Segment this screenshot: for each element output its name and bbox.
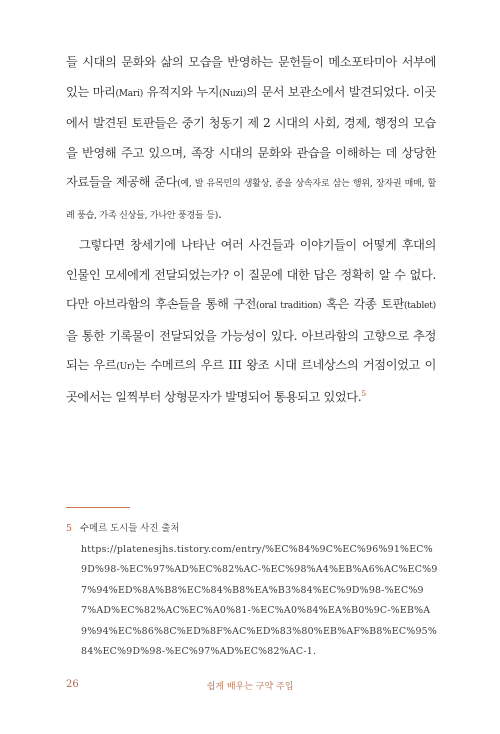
text-run: 을 통한 기록물이 전달되었을 가능성이 있다. 아브라함의 고향으로 추정되는 우르	[66, 328, 436, 372]
parenthetical: (Mari)	[115, 88, 144, 99]
text-run: 는 수메르의 우르 III 왕조 시대 르네상스의 거점이었고 이곳에서는 일찍부터 상형문자가 발명되어 통용되고 있었다.	[66, 358, 436, 404]
footnote-divider	[66, 507, 130, 508]
paragraph	[66, 48, 436, 231]
text-run: .	[218, 206, 222, 221]
footnote-label-line	[66, 519, 438, 540]
paragraph	[66, 231, 436, 412]
footnote-number: 5	[66, 523, 72, 534]
page-number: 26	[66, 679, 79, 690]
text-run: 의 문서 보관소에서 발견되었다. 이곳에서 발견된 토판들은 중기 청동기 제 2 시대의 사회, 경제, 행정의 모습을 반영해 주고 있으며, 족장 시대의 문화와 관습을 이해하는 데 상당한 자료들을 제공해 준다	[66, 84, 436, 189]
text-run: 혹은 각종 토판	[321, 297, 404, 311]
footnote-label: 수메르 도시들 사진 출처	[79, 523, 180, 534]
text-run: 유적지와 누지	[143, 84, 220, 99]
parenthetical: (tablet)	[404, 301, 436, 311]
parenthetical: (예, 발 유목민의 생활상, 종을 상속자로 삼는 행위, 장자권 매매, 할례 풍습, 가족 신상들, 가나안 풍경들 등)	[66, 179, 436, 221]
body-text	[66, 48, 436, 412]
parenthetical: (Nuzi)	[219, 88, 247, 99]
parenthetical: (oral tradition)	[256, 301, 322, 311]
text-run: 들 시대의 문화와 삶의 모습을 반영하는 문헌들이 메소포타미아 서부에 있는 마리	[66, 55, 436, 99]
footnote-url[interactable]: https://platenesjhs.tistory.com/entry/%EC%84%9C%EC%96%91%EC%9D%98-%EC%97%AD%EC%82%AC-%EC%98%A4%EB%A6%AC%EC%97%94%ED%8A%B8%EC%84%B8%EA%B3%84%EC%9D%98-%EC%97%AD%EC%82%AC%EC%A0%81-%EC%A0%84%EA%B0%9C-%EB%A9%94%EC%86%8C%ED%8F%AC%ED%83%80%EB%AF%B8%EC%95%84%EC%9D%98-%EC%97%AD%EC%82%AC-1.	[81, 543, 438, 657]
running-head: 쉽게 배우는 구약 주입	[206, 682, 294, 692]
text-run: 그렇다면 창세기에 나타난 여러 사건들과 이야기들이 어떻게 후대의 인물인 모세에게 전달되었는가? 이 질문에 대한 답은 정확히 알 수 없다. 다만 아브라함의 후손들을 통해 구전	[66, 238, 436, 311]
footnote-reference[interactable]: 5	[361, 388, 366, 398]
parenthetical: (Ur)	[116, 362, 135, 372]
footnote	[66, 519, 438, 663]
